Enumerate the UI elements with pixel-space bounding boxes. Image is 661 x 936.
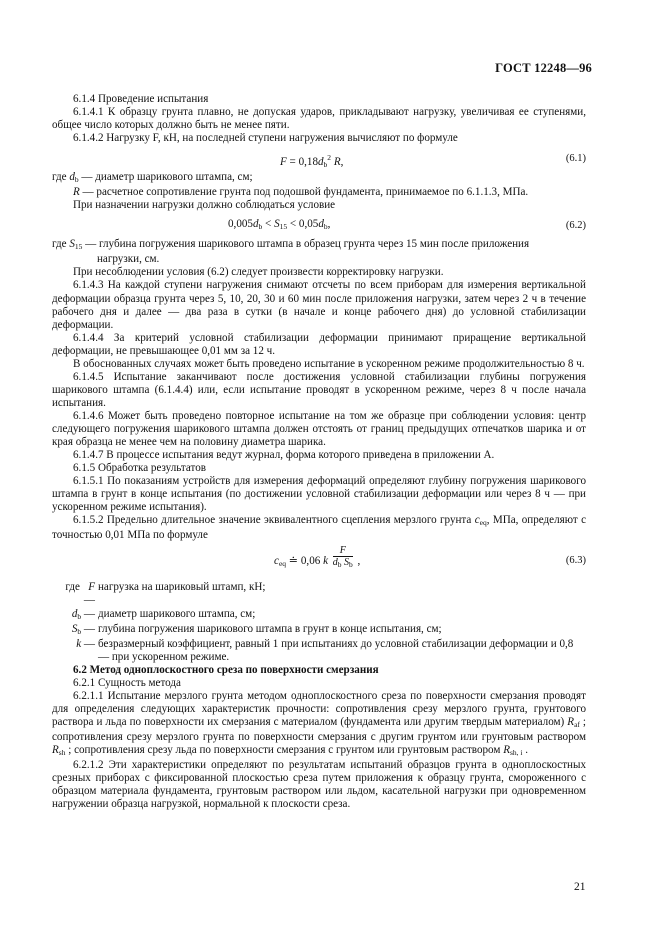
where-s15: где $S_{15}$ — глубина погружения шарикового штампа в образец грунта через 15 мин после приложения	[52, 238, 530, 252]
formula-6-2-number: (6.2)	[565, 220, 586, 232]
where-r: R — расчетное сопротивление грунта под подошвой фундамента, принимаемое по 6.1.1.3, МПа.	[73, 186, 529, 199]
formula-6-3-expression: $c_{eq}$ ≐ 0,06 k $\frac{F}{d_b S_b}$ ,	[274, 545, 361, 570]
formula-6-1-expression: $F = 0,18d_b^2$ R,	[280, 153, 344, 170]
paragraph-6-1-4-2: 6.1.4.2 Нагрузку F, кН, на последней ступени нагружения вычисляют по формуле	[73, 132, 458, 145]
where-sym-sb: $S_b$ —	[71, 622, 95, 636]
paragraph-6-1-5-1: 6.1.5.1 По показаниям устройств для измерения деформаций определяют глубину погружения шарикового штампа в грунт в конце испытания (по достижении условной стабилизации деформации или через 8 ч — при ускоренном режиме испытания).	[52, 475, 586, 514]
where-text-sb: глубина погружения шарикового штампа в грунт в конце испытания, см;	[98, 622, 442, 635]
paragraph-correction: При несоблюдении условия (6.2) следует произвести корректировку нагрузки.	[73, 266, 444, 279]
section-heading-6-2-1: 6.2.1 Сущность метода	[73, 676, 181, 689]
where-d-b: где $d_b$ — диаметр шарикового штампа, см;	[52, 171, 253, 185]
paragraph-6-1-5-2: 6.1.5.2 Предельно длительное значение эквивалентного сцепления мерзлого грунта $c_{eq}$, МПа, определяют с точностью 0,01 МПа по формуле	[52, 514, 586, 542]
condition-intro: При назначении нагрузки должно соблюдаться условие	[73, 199, 336, 212]
where-text-k: безразмерный коэффициент, равный 1 при испытаниях до условной стабилизации деформации и 0,8 — при ускоренном режиме.	[98, 637, 574, 663]
where-text-db: диаметр шарикового штампа, см;	[98, 607, 256, 620]
paragraph-6-1-4-4: 6.1.4.4 За критерий условной стабилизации деформации принимают приращение вертикальной деформации, не превышающее 0,01 мм за 12 ч.	[52, 331, 586, 357]
where-sym-k: k —	[76, 637, 95, 650]
page-number: 21	[574, 881, 586, 893]
paragraph-6-1-4-5: 6.1.4.5 Испытание заканчивают после достижения условной стабилизации глубины погружения шарикового штампа (6.1.4.4) или, если испытание проводят в ускоренном режиме, через 8 ч после начала испытания.	[52, 370, 586, 409]
page-body	[52, 93, 586, 811]
section-heading-6-1-5: 6.1.5 Обработка результатов	[73, 462, 206, 475]
document-id: ГОСТ 12248—96	[495, 61, 592, 75]
formula-6-1	[52, 149, 586, 168]
where-sym-f: где F —	[65, 581, 95, 607]
paragraph-6-1-4-4-b: В обоснованных случаях может быть проведено испытание в ускоренном режиме продолжительностью 8 ч.	[73, 357, 585, 370]
paragraph-6-1-4-3: 6.1.4.3 На каждой ступени нагружения снимают отсчеты по всем приборам для измерения вертикальной деформации образца грунта через 5, 10, 20, 30 и 60 мин после приложения нагрузки, затем через 2 ч в течение рабочего дня и далее — два раза в сутки (в начале и конце рабочего дня) до условной стабилизации деформации.	[52, 279, 586, 331]
paragraph-6-1-4-7: 6.1.4.7 В процессе испытания ведут журнал, форма которого приведена в приложении А.	[73, 449, 495, 462]
paragraph-6-1-4-1: 6.1.4.1 К образцу грунта плавно, не допуская ударов, прикладывают нагрузку, увеличивая ее ступенями, общее число которых должно быть не менее пяти.	[52, 106, 586, 132]
section-heading-6-2: 6.2 Метод одноплоскостного среза по поверхности смерзания	[73, 663, 379, 676]
paragraph-6-1-4-6: 6.1.4.6 Может быть проведено повторное испытание на том же образце при соблюдении условия: центр следующего погружения шарикового штампа должен отстоять от границ предыдущих отпечатков шарика и от края образца не менее чем на половину диаметра шарика.	[52, 409, 586, 449]
formula-6-3	[52, 545, 586, 578]
paragraph-6-2-1-1: 6.2.1.1 Испытание мерзлого грунта методом одноплоскостного среза по поверхности смерзания проводят для определения следующих характеристик прочности: сопротивления срезу мерзлого грунта, грунтового раствора и льда по поверхности их смерзания с материалом (фундамента или другим твердым материалом) $R_{af}$ ; сопротивления срезу мерзлого грунта по поверхности смерзания с другим грунтом или грунтовым раствором $R_{sh}$ ; сопротивления срезу льда по поверхности смерзания с грунтом или грунтовым раствором $R_{sh, i}$ .	[52, 689, 586, 757]
paragraph-6-2-1-2: 6.2.1.2 Эти характеристики определяют по результатам испытаний образцов грунта в одноплоскостных срезных приборах с фиксированной плоскостью среза путем приложения к образцу грунта, смороженного с образцом материала фундамента, грунтовым раствором или льдом, касательной нагрузки при одновременном нагружении образца нагрузкой, нормальной к плоскости среза.	[52, 759, 586, 811]
where-text-f: нагрузка на шариковый штамп, кН;	[98, 581, 266, 594]
where-list-6-3	[52, 581, 586, 663]
where-sym-db: $d_b$ —	[71, 607, 95, 621]
formula-6-2-expression: $0,005d_b < S_{15} < 0,05d_b$,	[228, 218, 331, 232]
formula-6-3-number: (6.3)	[565, 555, 586, 567]
formula-6-1-number: (6.1)	[565, 153, 586, 165]
where-s15-cont: нагрузки, см.	[97, 253, 160, 266]
section-heading-6-1-4: 6.1.4 Проведение испытания	[73, 93, 209, 105]
formula-6-2	[52, 216, 586, 235]
